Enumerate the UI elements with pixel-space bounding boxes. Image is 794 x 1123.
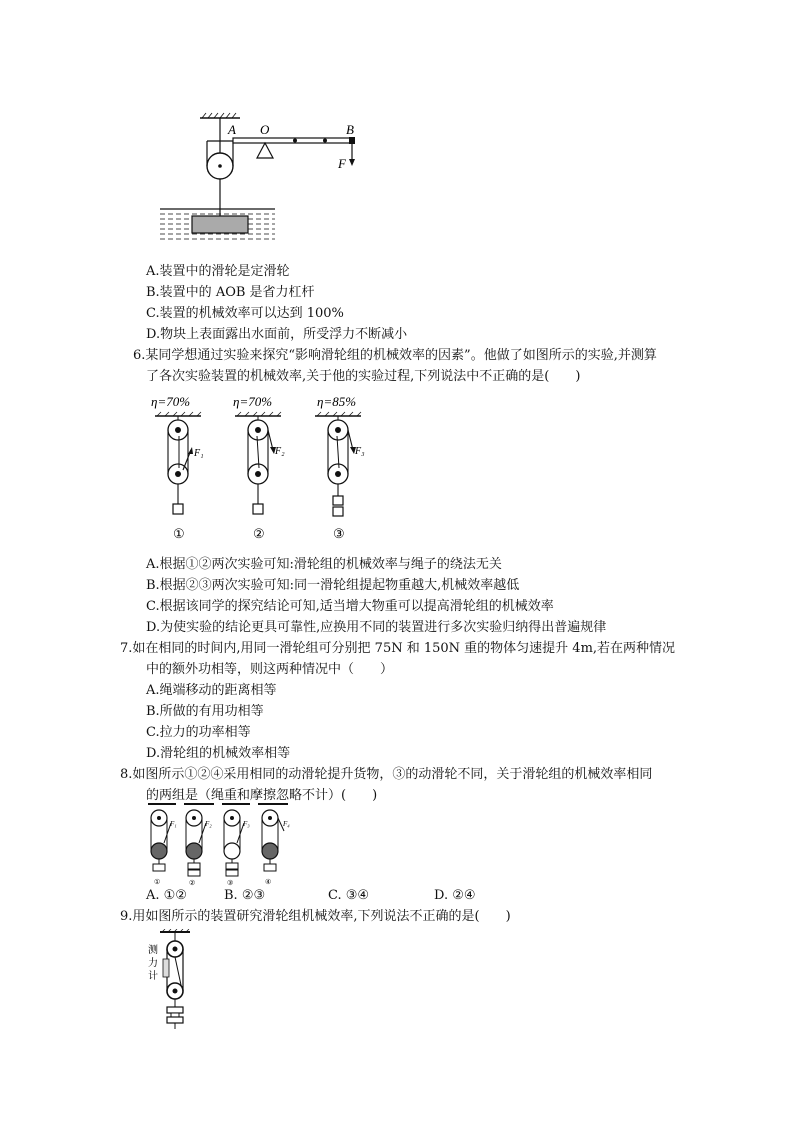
- setup-1: [151, 394, 204, 541]
- spring-scale-pulley-diagram: [145, 929, 205, 1034]
- force-2: F₂: [205, 820, 212, 828]
- force-2: F₂: [275, 446, 285, 457]
- force-4: F₄: [283, 820, 290, 828]
- q5-option-b: B.装置中的 AOB 是省力杠杆: [146, 285, 315, 300]
- force-3: F₃: [243, 820, 250, 828]
- number-2: ②: [189, 879, 196, 887]
- eta-1: η=70%: [151, 394, 191, 409]
- setup-2: [233, 394, 285, 541]
- meter-label-3: 计: [148, 971, 158, 982]
- q8-option-a: A. ①②: [146, 888, 187, 903]
- setup-3: [315, 394, 365, 541]
- number-1: ①: [154, 878, 161, 886]
- number-1: ①: [173, 526, 185, 541]
- q7-stem-line1: 7.如在相同的时间内,用同一滑轮组可分别把 75N 和 150N 重的物体匀速提升 4m,若在两种情况: [120, 641, 676, 656]
- q6-option-d: D.为使实验的结论更具可靠性,应换用不同的装置进行多次实验归纳得出普遍规律: [146, 620, 607, 635]
- q5-option-a: A.装置中的滑轮是定滑轮: [146, 264, 290, 279]
- q6-figure: [145, 392, 385, 548]
- lever-pulley-diagram: [155, 110, 375, 245]
- system-3: [222, 804, 250, 887]
- q5-option-c: C.装置的机械效率可以达到 100%: [146, 306, 344, 321]
- q6-option-b: B.根据②③两次实验可知:同一滑轮组提起物重越大,机械效率越低: [146, 578, 520, 593]
- meter-label-2: 力: [148, 958, 158, 969]
- number-3: ③: [227, 879, 234, 887]
- pulley-experiments-diagram: [145, 392, 385, 544]
- q8-figure: [146, 801, 296, 891]
- system-2: [184, 804, 214, 887]
- meter-label-1: 测: [148, 945, 158, 956]
- q8-stem-line2: 的两组是（绳重和摩擦忽略不计）( ): [146, 788, 378, 803]
- q7-option-b: B.所做的有用功相等: [146, 704, 264, 719]
- label-B: B: [346, 122, 354, 137]
- system-4: [258, 804, 290, 886]
- eta-2: η=70%: [233, 394, 273, 409]
- q6-option-c: C.根据该同学的探究结论可知,适当增大物重可以提高滑轮组的机械效率: [146, 599, 554, 614]
- number-4: ④: [265, 878, 272, 886]
- q8-option-d: D. ②④: [434, 888, 476, 903]
- q8-stem-line1: 8.如图所示①②④采用相同的动滑轮提升货物，③的动滑轮不同，关于滑轮组的机械效率相同: [120, 767, 653, 782]
- label-A: A: [228, 122, 236, 137]
- q7-option-a: A.绳端移动的距离相等: [146, 683, 277, 698]
- eta-3: η=85%: [317, 394, 357, 409]
- force-1: F₁: [194, 448, 204, 459]
- system-1: [148, 804, 177, 886]
- q7-stem-line2: 中的额外功相等，则这两种情况中（ ）: [146, 662, 394, 677]
- q6-stem-line2: 了各次实验装置的机械效率,关于他的实验过程,下列说法中不正确的是( ): [146, 369, 581, 384]
- number-3: ③: [333, 526, 345, 541]
- q9-stem: 9.用如图所示的装置研究滑轮组机械效率,下列说法不正确的是( ): [120, 909, 511, 924]
- q7-option-d: D.滑轮组的机械效率相等: [146, 746, 291, 761]
- q9-figure: [145, 929, 205, 1038]
- spring-scale: [163, 959, 169, 977]
- number-2: ②: [253, 526, 265, 541]
- submerged-block: [192, 216, 248, 233]
- q7-option-c: C.拉力的功率相等: [146, 725, 251, 740]
- q6-stem-line1: 6.某同学想通过实验来探究“影响滑轮组的机械效率的因素”。他做了如图所示的实验,并测算: [133, 348, 657, 363]
- q5-option-d: D.物块上表面露出水面前，所受浮力不断减小: [146, 327, 408, 342]
- label-F: F: [338, 156, 346, 171]
- q8-option-c: C. ③④: [328, 888, 370, 903]
- fulcrum: [257, 143, 273, 158]
- force-3: F₃: [355, 446, 365, 457]
- label-O: O: [260, 122, 270, 137]
- q5-figure: [155, 110, 375, 249]
- four-pulley-systems-diagram: [146, 801, 296, 887]
- q8-option-b: B. ②③: [224, 888, 266, 903]
- force-1: F₁: [170, 820, 177, 828]
- q6-option-a: A.根据①②两次实验可知:滑轮组的机械效率与绳子的绕法无关: [146, 557, 502, 572]
